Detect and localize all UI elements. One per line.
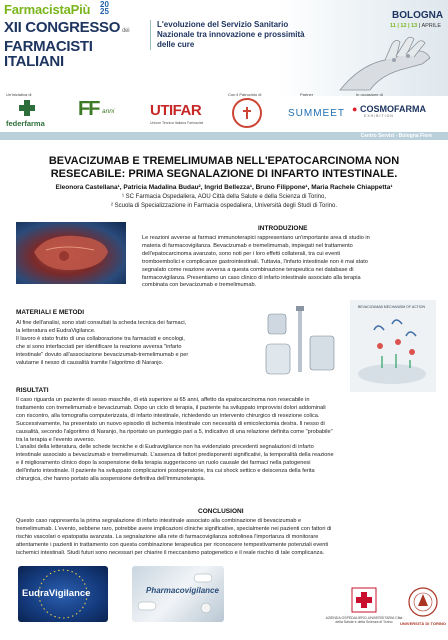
intro-text: Le reazioni avverse ai farmaci immunoterapici rappresentano un'importante area di studio in materia di farmacovigilanza. Bevacizumab e tremelimumab, impiegati nel trattamento dell'epatocarcinoma avanzato, sono noti per i loro effetti collaterali, tra cui eventi tromboembolici e complicanze gastrointestinali. Tuttavia, l'infarto intestinale non è mai stato segnalato come reazione avversa a questa combinazione terapeutica nei database di farmacovigilanza. Presentiamo un caso clinico di infarto intestinale associato alla terapia combinata con bevacizumab e tremelimumab.	[142, 235, 370, 289]
affiliation-2: ² Scuola di Specializzazione in Farmacia ospedaliera, Università degli Studi di Torino.	[110, 203, 337, 209]
results-heading: RISULTATI	[16, 387, 49, 394]
summeet-logo: SUMMEET	[288, 108, 345, 119]
congress-dates: 11 | 12 | 13 | APRILE	[390, 23, 442, 29]
poster-authors: Eleonora Castellana¹, Patricia Madalina Budau², Ingrid Bellezza¹, Bruno Filippone¹, Maria Rachele Chiappetta¹	[55, 184, 393, 191]
congress-name: XII CONGRESSO dei FARMACISTI ITALIANI	[4, 19, 130, 70]
utifar-logo: UTIFAR Unione Tecnica Italiana Farmacisti	[150, 102, 204, 125]
hospital-name: AZIENDA OSPEDALIERO-UNIVERSITARIA Città della Salute e della Scienza di Torino	[325, 616, 403, 624]
poster-title: BEVACIZUMAB E TREMELIMUMAB NELL'EPATOCARCINOMA NON RESECABILE: PRIMA SEGNALAZIONE DI INFARTO INTESTINALE.	[48, 155, 400, 180]
pharmacovigilance-image: Pharmacovigilance	[132, 566, 224, 622]
bevacizumab-mechanism-figure	[262, 300, 436, 392]
affiliation-1: ¹ SC Farmacia Ospedaliera, AOU Città della Salute e della Scienza di Torino,	[122, 194, 326, 200]
robot-hand-illustration	[330, 30, 448, 92]
fenagifar-logo: FF anni	[78, 98, 115, 120]
eudravigilance-image: EudraVigilance	[18, 566, 108, 622]
federfarma-cross-icon	[16, 100, 38, 116]
ordine-farmacisti-seal-icon	[232, 98, 262, 128]
intro-heading: INTRODUZIONE	[258, 225, 308, 232]
results-text: Il caso riguarda un paziente di sesso maschile, di età superiore ai 65 anni, affetto da epatocarcinoma non resecabile in trattamento con tremelimumab e bevacizumab. Dopo un ciclo di terapia, il paziente ha sviluppato improvvisi dolori addominali con riscontro, alla tomografia computerizzata, di infarto intestinale, richiedendo un intervento chirurgico di resezione colica. Successivamente, ha presentato un nuovo episodio di ischemia intestinale con necessità di emicolectomia destra. Il nesso di causalità, secondo l'algoritmo di Naranjo, ha riportato un punteggio pari a 5, indicativo di una relazione definita come "probabile" tra la terapia e l'evento avverso. L'analisi della letteratura, delle schede tecniche e di Eudravigilance non ha evidenziato precedenti segnalazioni di infarto intestinale associato a bevacizumab e tremelimumab. L'assenza di fattori predisponenti significativi, la temporalità della reazione e il miglioramento clinico dopo la sospensione della terapia suggeriscono un ruolo causale dei farmaci nella patogenesi dell'infarto intestinale. Il paziente ha sviluppato complicazioni postoperatorie, tra cui shock settico e deiscenza della ferita chirurgica, che hanno portato alla sospensione definitiva dell'immunoterapia.	[16, 397, 334, 483]
unito-seal-icon	[406, 584, 440, 634]
congress-city: BOLOGNA	[392, 10, 444, 21]
university-name: UNIVERSITÀ DI TORINO	[400, 621, 446, 626]
federfarma-logo: federfarma	[6, 100, 56, 128]
brand-year: 20 25	[100, 0, 109, 16]
methods-text: Al fine dell'analisi, sono stati consultati la scheda tecnica dei farmaci, la letteratura ed EudraVigilance. Il lavoro è stato frutto di una collaborazione tra farmacisti e oncologi, che si sono interfacciati per identificare la reazione avversa "infarto intestinale" dovuto all'associazione bevacizumab-tremelimumab e per valutarne il nesso di causalità tramite l'algoritmo di Naranjo.	[16, 320, 189, 366]
caption-partner: Partner	[300, 92, 314, 97]
brand-title: FarmacistaPiù	[4, 2, 91, 17]
conclusions-text: Questo caso rappresenta la prima segnalazione di infarto intestinale associato alla combinazione di bevacizumab e tremelimumab. L'evento, sebbene raro, potrebbe avere implicazioni cliniche significative, specialmente nei pazienti con fattori di rischio vascolari o epatopatia avanzata. La segnalazione alla rete di farmacovigilanza sottolinea l'importanza di monitorare attentamente i pazienti in trattamento con questa combinazione terapeutica per riconoscere tempestivamente potenziali eventi ischemici intestinali. Studi futuri sono necessari per chiarire il meccanismo patogenetico e il reale rischio di tale complicanza.	[16, 518, 332, 556]
liver-illustration	[16, 222, 126, 284]
caption-occasione: In occasione di	[356, 92, 383, 97]
caption-iniziativa: Un'iniziativa di	[6, 92, 32, 97]
methods-heading: MATERIALI E METODI	[16, 309, 85, 316]
figure-title: BEVACIZUMAB MECHANISM OF ACTION	[358, 305, 426, 309]
conclusions-heading: CONCLUSIONI	[198, 508, 244, 515]
sponsor-strip	[0, 86, 448, 132]
caption-patrocinio: Con il Patrocinio di	[228, 92, 262, 97]
venue-bar: Centro Servizi - Bologna Fiere	[0, 132, 448, 140]
cosmofarma-logo: ● COSMOFARMA EXHIBITION	[352, 104, 426, 118]
congress-header	[0, 0, 448, 96]
hospital-logo-icon	[340, 584, 388, 636]
congress-tagline: L'evoluzione del Servizio Sanitario Nazionale tra innovazione e prossimità delle cure	[150, 20, 325, 50]
